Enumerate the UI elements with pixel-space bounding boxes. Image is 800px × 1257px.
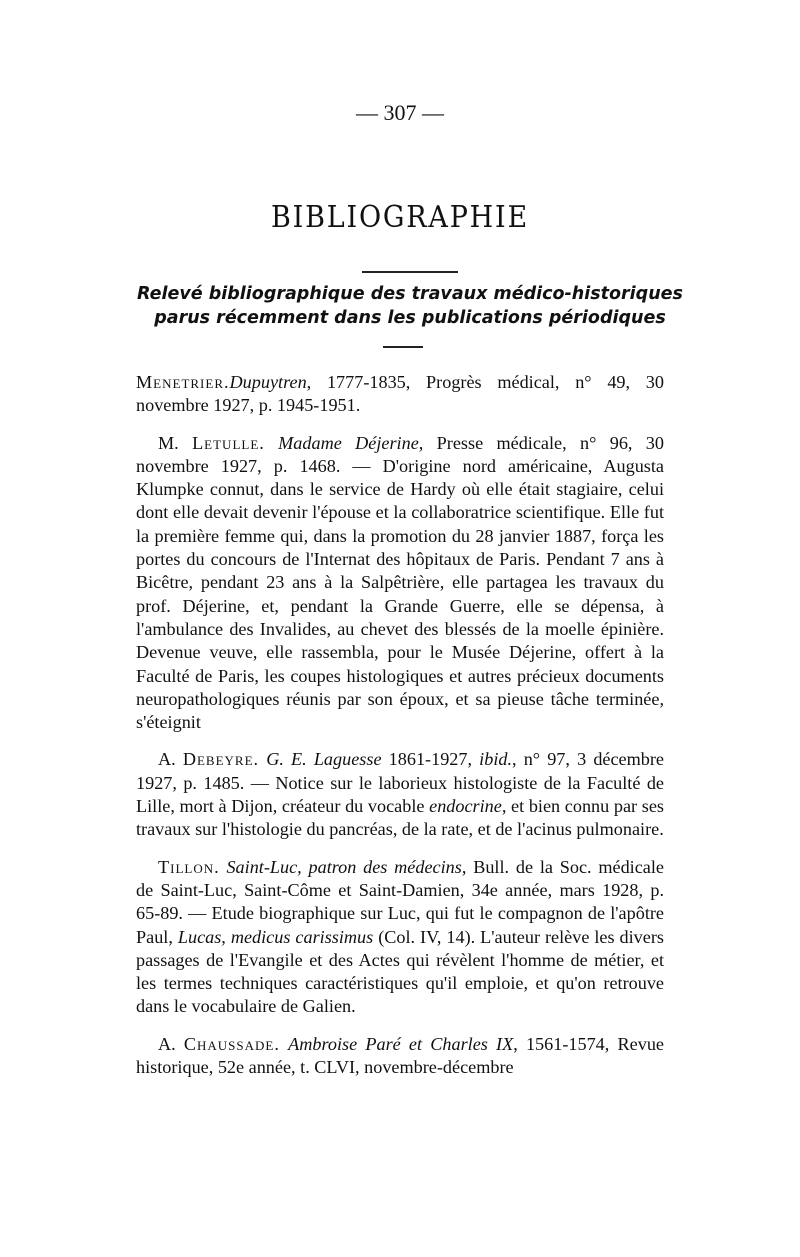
entry-title: Madame Déjerine bbox=[278, 432, 419, 453]
entry-quote: Lucas, medicus carissimus bbox=[177, 926, 374, 947]
subtitle-divider bbox=[383, 346, 423, 348]
entry-prefix: A. bbox=[158, 1033, 184, 1054]
entry-body: , n° 97, 3 décembre 1927, p. 1485. — Notice sur le laborieux histologiste de la Faculté de Lille, mort à Dijon, créateur du vocable bbox=[136, 749, 664, 817]
entry-prefix: A. bbox=[158, 749, 183, 770]
entry-term: endocrine bbox=[429, 796, 502, 817]
page-number: — 307 — bbox=[356, 100, 444, 125]
entry-body: , 1777-1835, Progrès médical, n° 49, 30 novembre 1927, p. 1945-1951. bbox=[136, 372, 664, 416]
entry-body: , et bien connu par ses travaux sur l'histologie du pancréas, de la rate, et de l'acinus pulmonaire. bbox=[136, 796, 664, 840]
title-divider bbox=[362, 271, 458, 273]
entry-prefix: M. bbox=[158, 432, 193, 453]
bibliography-entry bbox=[136, 432, 664, 735]
entry-body: , Bull. de la Soc. médicale de Saint-Luc, Saint-Côme et Saint-Damien, 34e année, mars 1928, p. 65-89. — Etude biographique sur Luc, qui fut le compagnon de l'apôtre Paul, bbox=[136, 856, 664, 947]
entry-body: (Col. IV, 14). L'auteur relève les divers passages de l'Evangile et des Actes qui révèlent l'homme de métier, et les termes techniques caractéristiques qu'il emploie, et qu'on retrouve dans le vocabulaire de Galien. bbox=[136, 926, 664, 1017]
entry-title: Ambroise Paré et Charles IX bbox=[288, 1033, 514, 1054]
entry-ibid: ibid. bbox=[479, 749, 513, 770]
subtitle-line-2: parus récemment dans les publications périodiques bbox=[154, 308, 666, 328]
bibliography-list bbox=[136, 371, 664, 1093]
bibliography-entry bbox=[136, 1033, 664, 1080]
section-title: BIBLIOGRAPHIE bbox=[271, 200, 529, 235]
bibliography-entry bbox=[136, 748, 664, 841]
entry-title: Saint-Luc, patron des médecins bbox=[226, 856, 462, 877]
entry-author: Chaussade. bbox=[183, 1033, 280, 1054]
entry-title: G. E. Laguesse bbox=[266, 749, 382, 770]
bibliography-entry bbox=[136, 856, 664, 1019]
subtitle-line-1: Relevé bibliographique des travaux médico-historiques bbox=[137, 284, 683, 304]
entry-body: , 1561-1574, Revue historique, 52e année, t. CLVI, novembre-décembre bbox=[136, 1033, 664, 1078]
entry-body: , Presse médicale, n° 96, 30 novembre 1927, p. 1468. — D'origine nord américaine, Augusta Klumpke connut, dans le service de Hardy où elle était stagiaire, celui dont elle devait devenir l'épouse et la collaboratrice scientifique. Elle fut la première femme qui, dans la promotion du 28 janvier 1887, força les portes du concours de l'Internat des hôpitaux de Paris. Pendant 7 ans à Bicêtre, pendant 23 ans à la Salpêtrière, elle partagea les travaux du prof. Déjerine, et, pendant la Grande Guerre, elle se dépensa, à l'ambulance des Invalides, au chevet des blessés de la moelle épinière. Devenue veuve, elle rassembla, pour le Musée Déjerine, offert à la Faculté de Paris, les coupes histologiques et autres précieux documents neuropathologiques réunis par son époux, et sa pieuse tâche terminée, s'éteignit bbox=[136, 432, 664, 733]
entry-title: Dupuytren bbox=[229, 372, 307, 392]
entry-body: 1861-1927, bbox=[381, 749, 480, 770]
entry-author: Tillon. bbox=[158, 856, 220, 877]
entry-author: Debeyre. bbox=[182, 749, 260, 770]
entry-author: Menetrier. bbox=[136, 372, 230, 392]
entry-author: Letulle. bbox=[192, 432, 265, 453]
subtitle bbox=[120, 282, 700, 330]
bibliography-entry bbox=[136, 371, 664, 418]
